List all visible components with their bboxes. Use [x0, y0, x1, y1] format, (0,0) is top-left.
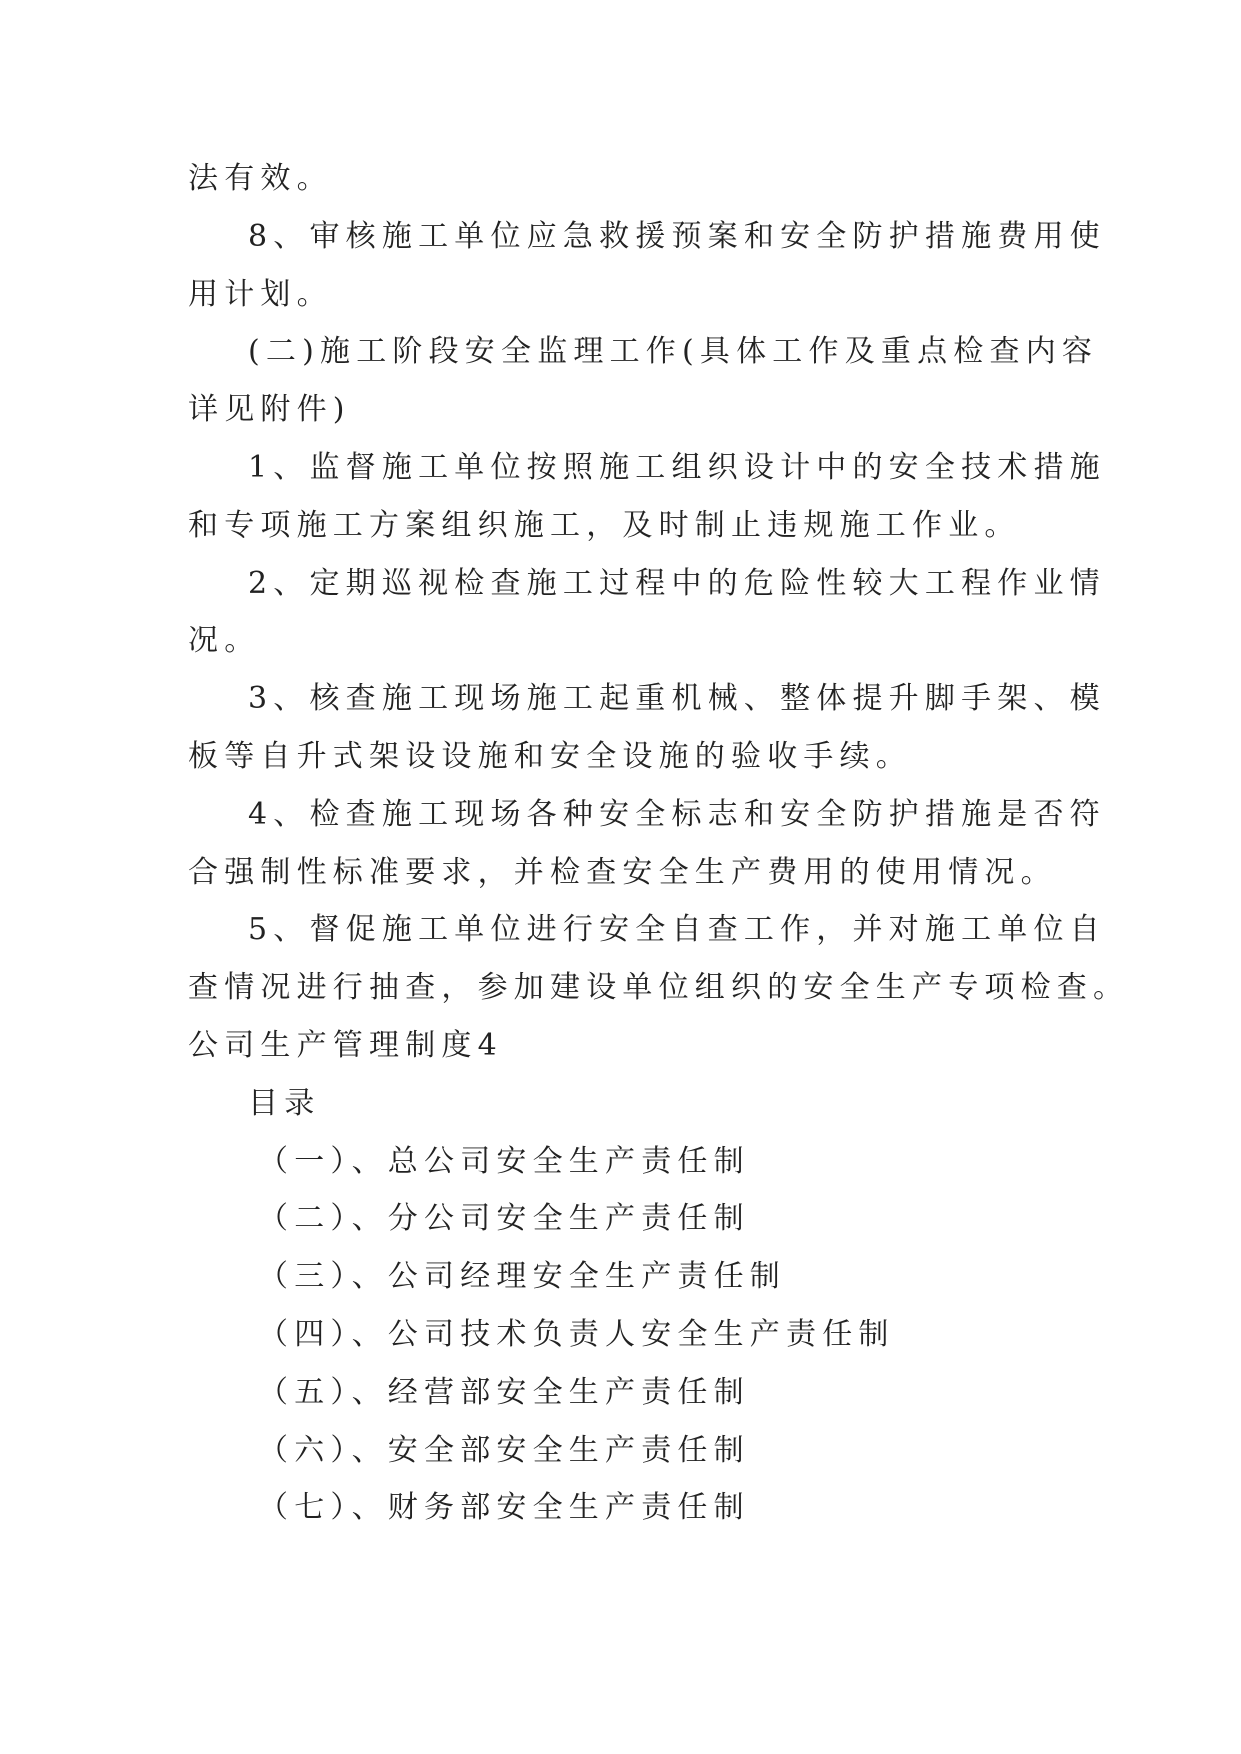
toc-item: （二）、分公司安全生产责任制: [258, 1201, 750, 1237]
toc-heading: 目录: [248, 1085, 321, 1121]
paragraph-line: 8、审核施工单位应急救援预案和安全防护措施费用使: [248, 218, 1106, 254]
paragraph-line: 板等自升式架设设施和安全设施的验收手续。: [188, 738, 912, 774]
toc-item: （一）、总公司安全生产责任制: [258, 1143, 750, 1179]
paragraph-line: 3、核查施工现场施工起重机械、整体提升脚手架、模: [248, 681, 1106, 717]
document-body: [188, 150, 1130, 1537]
paragraph-line: 况。: [188, 623, 261, 659]
section-heading: (二)施工阶段安全监理工作(具体工作及重点检查内容: [248, 334, 1099, 370]
paragraph-line: 用计划。: [188, 276, 333, 312]
toc-item: （五）、经营部安全生产责任制: [258, 1374, 750, 1410]
toc-item: （四）、公司技术负责人安全生产责任制: [258, 1316, 895, 1352]
paragraph-line: 和专项施工方案组织施工，及时制止违规施工作业。: [188, 507, 1021, 543]
paragraph-line: 查情况进行抽查，参加建设单位组织的安全生产专项检查。: [188, 970, 1130, 1006]
document-title: 公司生产管理制度4: [188, 1027, 503, 1063]
paragraph-line: 5、督促施工单位进行安全自查工作，并对施工单位自: [248, 912, 1106, 948]
toc-item: （三）、公司经理安全生产责任制: [258, 1259, 786, 1295]
paragraph-line: 详见附件): [188, 392, 351, 428]
paragraph-line: 合强制性标准要求，并检查安全生产费用的使用情况。: [188, 854, 1057, 890]
paragraph-line: 4、检查施工现场各种安全标志和安全防护措施是否符: [248, 796, 1106, 832]
toc-item: （六）、安全部安全生产责任制: [258, 1432, 750, 1468]
paragraph-line: 2、定期巡视检查施工过程中的危险性较大工程作业情: [248, 565, 1106, 601]
paragraph-line: 1、监督施工单位按照施工组织设计中的安全技术措施: [248, 449, 1106, 485]
paragraph-line: 法有效。: [188, 161, 333, 196]
toc-item: （七）、财务部安全生产责任制: [258, 1490, 750, 1526]
